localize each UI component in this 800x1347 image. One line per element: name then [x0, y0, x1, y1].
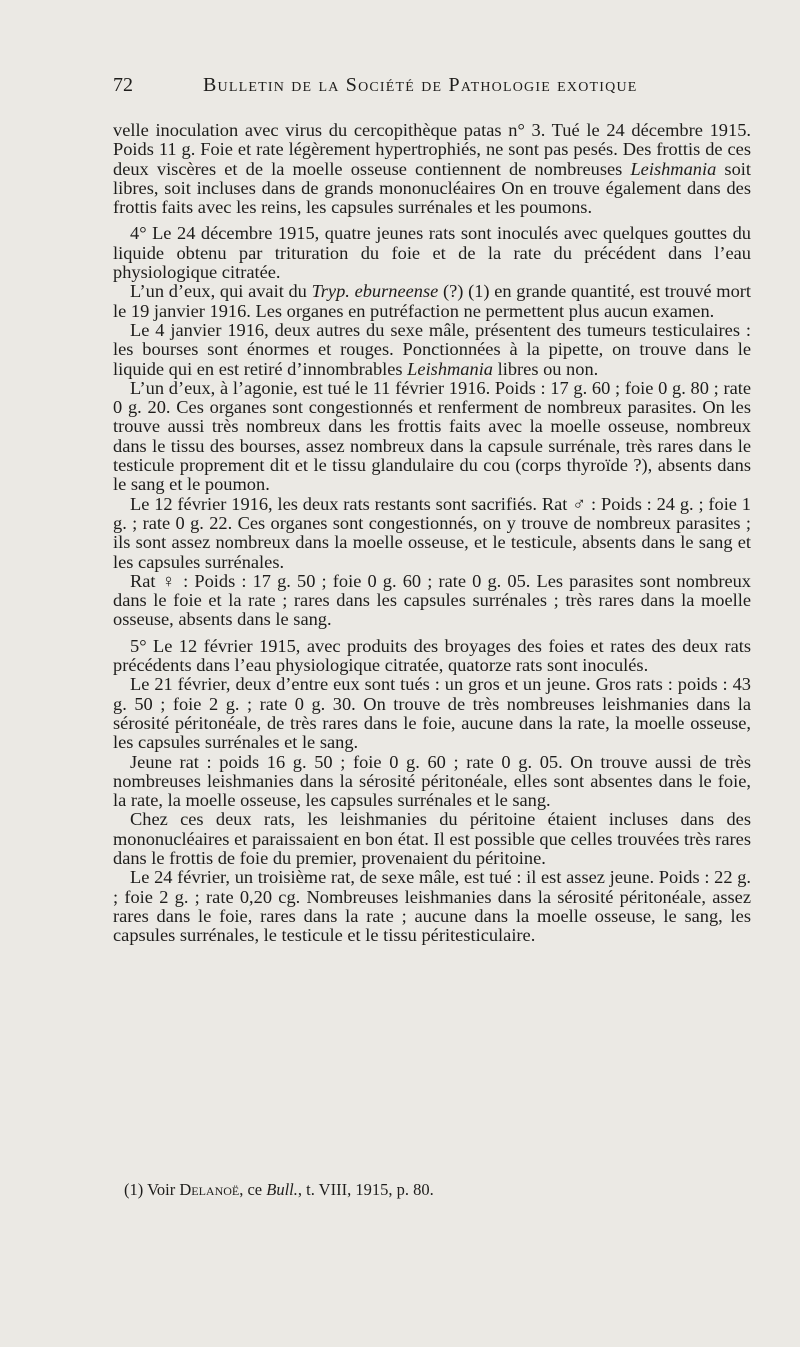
paragraph: Rat ♀ : Poids : 17 g. 50 ; foie 0 g. 60 ; rate 0 g. 05. Les parasites sont nombreux dans le foie et la rate ; rares dans les capsules surrénales ; très rares dans la moelle osseuse, absents dans le sang. — [113, 570, 751, 630]
paragraph: L’un d’eux, qui avait du Tryp. eburneense (?) (1) en grande quantité, est trouvé mort le 19 janvier 1916. Les organes en putréfaction ne permettent plus aucun examen. — [113, 281, 752, 321]
footnote-author: Delanoë — [179, 1180, 240, 1199]
paragraph: Chez ces deux rats, les leishmanies du péritoine étaient incluses dans des mononucléaires et paraissaient en bon état. Il est possible que celles trouvées très rares dans le frottis de foie du premier, provenaient du péritoine. — [113, 809, 751, 868]
italic-term: Tryp. eburneense — [311, 281, 439, 302]
paragraph: 4° Le 24 décembre 1915, quatre jeunes rats sont inoculés avec quelques gouttes du liquide obtenu par trituration du foie et de la rate du précédent dans l’eau physiologique citratée. — [113, 223, 751, 283]
page-number: 72 — [113, 74, 133, 96]
italic-term: Leishmania — [630, 158, 717, 179]
paragraph: Le 21 février, deux d’entre eux sont tués : un gros et un jeune. Gros rats : poids : 43 g. 50 ; foie 2 g. ; rate 0 g. 30. On trouve de très nombreuses leishmanies dans la sérosité péritonéale, de très rares dans le foie, aucune dans la rate, la moelle osseuse, les capsules surrénales et le sang. — [113, 674, 751, 753]
footnote-journal: Bull. — [266, 1180, 298, 1199]
paragraph: Le 12 février 1916, les deux rats restants sont sacrifiés. Rat ♂ : Poids : 24 g. ; foie 1 g. ; rate 0 g. 22. Ces organes sont congestionnés, on y trouve de nombreux parasites ; ils sont assez nombreux dans la moelle osseuse, et le testicule, absents dans le sang et les capsules surrénales. — [113, 493, 751, 572]
running-title: Bulletin de la Société de Pathologie exotique — [203, 74, 638, 96]
paragraph: 5° Le 12 février 1915, avec produits des broyages des foies et rates des deux rats précédents dans l’eau physiologique citratée, quatorze rats sont inoculés. — [113, 635, 751, 676]
page-header — [113, 74, 763, 100]
italic-term: Leishmania — [407, 358, 494, 379]
paragraph: Le 4 janvier 1916, deux autres du sexe mâle, présentent des tumeurs testiculaires : les bourses sont énormes et rouges. Ponctionnées à la pipette, on trouve dans le liquide qui en est retiré d’innombrables Leishmania libres ou non. — [113, 319, 751, 379]
footnote: (1) Voir Delanoë, ce Bull., t. VIII, 1915, p. 80. — [124, 1180, 434, 1199]
paragraph: Le 24 février, un troisième rat, de sexe mâle, est tué : il est assez jeune. Poids : 22 g. ; foie 2 g. ; rate 0,20 cg. Nombreuses leishmanies dans la sérosité péritonéale, assez rares dans le foie, rares dans la rate ; aucune dans la moelle osseuse, le sang, les capsules surrénales, le testicule et le tissu péritesticulaire. — [113, 867, 751, 946]
paragraph: Jeune rat : poids 16 g. 50 ; foie 0 g. 60 ; rate 0 g. 05. On trouve aussi de très nombreuses leishmanies dans la sérosité péritonéale, elles sont absentes dans le foie, la rate, la moelle osseuse, les capsules surrénales et le sang. — [113, 751, 751, 811]
footnote-marker: (1) — [124, 1180, 144, 1199]
paragraph: velle inoculation avec virus du cercopithèque patas n° 3. Tué le 24 décembre 1915. Poids 11 g. Foie et rate légèrement hypertrophiés, ne sont pas pesés. Des frottis de ces deux viscères et de la moelle osseuse contiennent de nombreuses Leishmania soit libres, soit incluses dans de grands mononucléaires On en trouve également dans des frottis faits avec les reins, les capsules surrénales et les poumons. — [113, 120, 752, 218]
paragraph: L’un d’eux, à l’agonie, est tué le 11 février 1916. Poids : 17 g. 60 ; foie 0 g. 80 ; rate 0 g. 20. Ces organes sont congestionnés et renferment de nombreux parasites. On les trouve aussi très nombreux dans les frottis faits avec la moelle osseuse, nombreux dans le tissu des bourses, assez nombreux dans la capsule surrénale, très rares dans le testicule proprement dit et le tissu glandulaire du cou (corps thyroïde ?), absents dans le sang et le poumon. — [113, 377, 751, 495]
body-text — [113, 121, 751, 945]
